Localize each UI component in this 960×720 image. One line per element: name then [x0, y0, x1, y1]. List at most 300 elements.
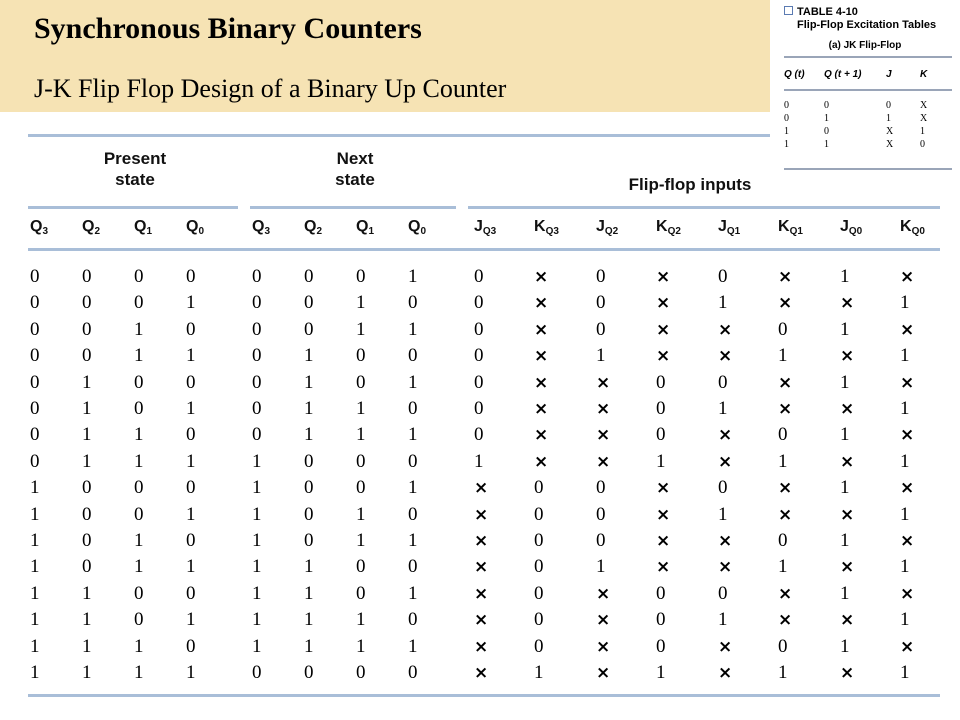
state-table: [0, 112, 960, 720]
column-header: [718, 218, 740, 237]
table-cell: 0: [82, 318, 92, 340]
column-header: [900, 218, 925, 237]
table-cell: 0: [356, 662, 366, 683]
table-cell: 1: [408, 371, 418, 393]
table-cell: 0: [474, 345, 484, 367]
inputs-group-rule: [468, 206, 940, 209]
table-cell: ×: [474, 583, 489, 604]
table-cell: 0: [186, 530, 196, 551]
table-cell: 0: [718, 266, 728, 287]
table-cell: 0: [82, 530, 92, 551]
table-cell: 0: [408, 503, 418, 525]
column-header: [186, 218, 204, 237]
slide-subtitle: J-K Flip Flop Design of a Binary Up Counter: [34, 74, 507, 103]
table-cell: 0: [82, 477, 92, 499]
table-cell: 0: [30, 398, 40, 419]
table-cell: 1: [134, 556, 144, 578]
table-cell: 0: [252, 318, 262, 340]
table-cell: 1: [474, 450, 484, 472]
table-row: [0, 609, 960, 635]
column-header-subscript: Q0: [911, 226, 925, 237]
table-cell: 0: [408, 398, 418, 419]
next-state-heading-line1: Next: [336, 149, 374, 168]
table-cell: 1: [82, 662, 92, 683]
column-header: [30, 218, 48, 237]
table-cell: 0: [134, 398, 144, 419]
table-cell: 1: [82, 450, 92, 472]
table-cell: ×: [718, 636, 733, 657]
table-cell: 0: [304, 292, 314, 314]
table-cell: 1: [534, 662, 544, 683]
table-cell: ×: [596, 663, 611, 683]
table-cell: 1: [408, 530, 418, 551]
table-cell: 0: [474, 318, 484, 340]
table-cell: 1: [304, 556, 314, 578]
excitation-cell: X: [920, 113, 928, 124]
bottom-rule: [28, 694, 940, 697]
column-header: [304, 218, 322, 237]
table-cell: 1: [186, 345, 196, 367]
table-cell: 1: [30, 635, 40, 657]
table-cell: 1: [82, 609, 92, 631]
table-cell: 1: [900, 556, 910, 578]
table-cell: 0: [656, 398, 666, 419]
table-cell: ×: [840, 610, 855, 631]
table-cell: 1: [356, 318, 366, 340]
table-cell: 0: [778, 318, 788, 340]
table-row: [0, 662, 960, 688]
table-cell: ×: [718, 346, 733, 367]
present-state-heading-line1: Present: [103, 149, 167, 168]
table-cell: 1: [82, 635, 92, 657]
table-cell: 0: [30, 266, 40, 287]
table-cell: ×: [718, 319, 733, 340]
table-cell: 0: [252, 345, 262, 367]
column-header-base: J: [474, 218, 483, 235]
table-cell: ×: [656, 267, 671, 287]
table-cell: ×: [474, 636, 489, 657]
table-cell: ×: [656, 319, 671, 340]
excitation-cell: 0: [920, 139, 925, 150]
slide-title: Synchronous Binary Counters: [34, 12, 422, 45]
table-cell: 1: [778, 662, 788, 683]
table-cell: 0: [778, 424, 788, 446]
table-cell: 0: [656, 635, 666, 657]
table-cell: 1: [304, 371, 314, 393]
table-cell: 1: [656, 450, 666, 472]
column-header: [474, 218, 496, 237]
table-cell: 0: [534, 556, 544, 578]
table-cell: ×: [534, 425, 549, 446]
table-cell: 1: [718, 503, 728, 525]
column-header-base: J: [840, 218, 849, 235]
table-cell: ×: [778, 399, 793, 419]
table-cell: ×: [656, 293, 671, 314]
table-cell: 0: [408, 662, 418, 683]
table-cell: 0: [356, 477, 366, 499]
column-header: [656, 218, 681, 237]
table-cell: ×: [778, 267, 793, 287]
excitation-cell: X: [886, 126, 894, 137]
table-cell: 1: [134, 530, 144, 551]
header-rule: [28, 248, 940, 251]
table-cell: ×: [840, 293, 855, 314]
table-marker-icon: [784, 6, 793, 15]
present-group-rule: [28, 206, 238, 209]
table-cell: 0: [656, 371, 666, 393]
table-cell: 0: [252, 371, 262, 393]
table-cell: 1: [186, 503, 196, 525]
table-cell: 0: [408, 292, 418, 314]
table-cell: ×: [534, 346, 549, 367]
table-cell: 0: [134, 266, 144, 287]
table-cell: ×: [900, 319, 915, 340]
table-cell: 0: [304, 266, 314, 287]
column-header-subscript: 1: [368, 226, 375, 237]
table-cell: 0: [534, 503, 544, 525]
table-cell: 1: [408, 424, 418, 446]
table-cell: 1: [134, 450, 144, 472]
table-row: [0, 477, 960, 503]
table-cell: 1: [304, 398, 314, 419]
table-cell: ×: [778, 583, 793, 604]
table-row: [0, 530, 960, 556]
table-cell: 1: [252, 582, 262, 604]
column-header: [840, 218, 862, 237]
table-cell: 0: [304, 530, 314, 551]
table-cell: 1: [596, 556, 606, 578]
table-cell: ×: [718, 451, 733, 472]
excitation-cell: 1: [784, 126, 789, 137]
table-cell: 1: [356, 292, 366, 314]
column-header-subscript: Q1: [726, 226, 741, 237]
table-cell: 1: [82, 371, 92, 393]
table-cell: 0: [534, 609, 544, 631]
column-header-subscript: Q2: [604, 226, 619, 237]
excitation-table-title: [784, 6, 936, 32]
table-cell: ×: [900, 267, 915, 287]
table-cell: 1: [596, 345, 606, 367]
table-cell: 1: [186, 398, 196, 419]
table-cell: 1: [30, 582, 40, 604]
table-cell: 1: [252, 635, 262, 657]
table-cell: ×: [596, 610, 611, 631]
table-row: [0, 583, 960, 609]
column-header: [408, 218, 426, 237]
table-cell: 1: [186, 556, 196, 578]
table-cell: 1: [840, 424, 850, 446]
excitation-cell: 1: [886, 113, 891, 124]
table-cell: 1: [356, 398, 366, 419]
table-cell: 0: [356, 345, 366, 367]
table-cell: ×: [840, 504, 855, 525]
column-header-base: K: [900, 218, 912, 235]
table-cell: 0: [82, 292, 92, 314]
table-cell: 0: [534, 477, 544, 499]
column-header-base: K: [534, 218, 546, 235]
table-cell: 0: [304, 503, 314, 525]
column-header: [778, 218, 803, 237]
table-cell: 0: [778, 530, 788, 551]
table-cell: ×: [656, 346, 671, 367]
next-state-heading: [280, 148, 430, 190]
table-cell: 1: [356, 635, 366, 657]
table-cell: 1: [356, 424, 366, 446]
table-cell: ×: [840, 399, 855, 419]
excitation-cell: 0: [824, 126, 829, 137]
flip-flop-inputs-heading: Flip-flop inputs: [628, 175, 752, 194]
column-header-base: K: [778, 218, 790, 235]
table-cell: ×: [656, 478, 671, 499]
table-cell: 1: [840, 318, 850, 340]
table-cell: 1: [840, 477, 850, 499]
table-cell: ×: [596, 372, 611, 393]
table-cell: ×: [718, 663, 733, 683]
table-cell: 0: [356, 582, 366, 604]
table-row: [0, 636, 960, 662]
table-cell: ×: [474, 663, 489, 683]
table-cell: 1: [408, 582, 418, 604]
table-row: [0, 504, 960, 530]
table-cell: ×: [534, 267, 549, 287]
excitation-cell: 1: [824, 139, 829, 150]
table-cell: 1: [134, 662, 144, 683]
table-cell: ×: [778, 372, 793, 393]
column-header-base: Q: [252, 218, 265, 235]
table-cell: 1: [304, 609, 314, 631]
column-header-base: Q: [186, 218, 199, 235]
table-cell: ×: [900, 583, 915, 604]
table-cell: 1: [186, 609, 196, 631]
table-cell: ×: [778, 504, 793, 525]
excitation-cell: 0: [824, 100, 829, 111]
excitation-row: [784, 99, 952, 112]
excitation-rule-mid: [784, 89, 952, 91]
table-cell: 0: [474, 398, 484, 419]
table-cell: 0: [30, 292, 40, 314]
excitation-cell: X: [920, 100, 928, 111]
table-row: [0, 345, 960, 371]
table-row: [0, 424, 960, 450]
table-cell: 0: [186, 477, 196, 499]
table-cell: 0: [134, 371, 144, 393]
table-cell: ×: [656, 531, 671, 551]
table-cell: 1: [408, 635, 418, 657]
table-cell: 0: [356, 266, 366, 287]
table-cell: 1: [30, 662, 40, 683]
table-cell: 0: [656, 609, 666, 631]
table-cell: ×: [840, 346, 855, 367]
column-header-base: J: [596, 218, 605, 235]
table-cell: ×: [656, 504, 671, 525]
table-cell: 0: [718, 582, 728, 604]
excitation-title-line2: Flip-Flop Excitation Tables: [797, 19, 937, 31]
table-cell: 1: [900, 609, 910, 631]
column-header-subscript: 3: [42, 226, 49, 237]
column-header-subscript: 2: [316, 226, 323, 237]
table-cell: 1: [900, 450, 910, 472]
table-row: [0, 266, 960, 292]
column-header-subscript: Q1: [789, 226, 803, 237]
table-cell: 1: [356, 530, 366, 551]
excitation-cell: 1: [920, 126, 925, 137]
column-header: [356, 218, 374, 237]
excitation-cell: 0: [784, 100, 789, 111]
table-cell: 0: [596, 530, 606, 551]
table-cell: ×: [534, 399, 549, 419]
column-header-subscript: Q2: [667, 226, 681, 237]
excitation-header-qt1: Q (t + 1): [824, 69, 862, 80]
table-row: [0, 556, 960, 582]
column-header-base: Q: [304, 218, 317, 235]
column-header-base: Q: [134, 218, 147, 235]
table-cell: 1: [186, 662, 196, 683]
excitation-row: [784, 138, 952, 151]
column-header-subscript: 1: [146, 226, 153, 237]
table-cell: 0: [252, 398, 262, 419]
table-cell: 0: [534, 582, 544, 604]
table-cell: 0: [356, 450, 366, 472]
table-cell: 1: [900, 662, 910, 683]
excitation-row: [784, 112, 952, 125]
table-cell: 0: [30, 450, 40, 472]
table-cell: 1: [304, 582, 314, 604]
table-cell: ×: [778, 610, 793, 631]
table-row: [0, 292, 960, 318]
table-cell: 1: [252, 477, 262, 499]
table-cell: ×: [474, 557, 489, 578]
table-cell: 0: [596, 503, 606, 525]
table-cell: 0: [186, 635, 196, 657]
table-cell: 0: [186, 266, 196, 287]
table-cell: 1: [186, 450, 196, 472]
table-cell: 0: [304, 477, 314, 499]
table-cell: 1: [840, 266, 850, 287]
excitation-cell: 1: [824, 113, 829, 124]
table-cell: ×: [534, 372, 549, 393]
table-cell: ×: [474, 531, 489, 551]
table-cell: ×: [474, 478, 489, 499]
table-cell: 1: [82, 424, 92, 446]
table-cell: 0: [718, 477, 728, 499]
table-cell: ×: [840, 557, 855, 578]
table-cell: 0: [134, 609, 144, 631]
table-cell: ×: [718, 531, 733, 551]
table-cell: 1: [252, 503, 262, 525]
column-header: [252, 218, 270, 237]
table-cell: 1: [718, 398, 728, 419]
column-header-subscript: Q0: [848, 226, 863, 237]
table-row: [0, 398, 960, 424]
table-cell: 1: [900, 398, 910, 419]
table-cell: ×: [596, 399, 611, 419]
table-cell: ×: [534, 451, 549, 472]
excitation-cell: X: [886, 139, 894, 150]
table-cell: 0: [30, 424, 40, 446]
table-cell: 0: [656, 582, 666, 604]
excitation-row: [784, 125, 952, 138]
table-cell: ×: [656, 557, 671, 578]
table-cell: ×: [900, 531, 915, 551]
table-cell: 0: [252, 292, 262, 314]
table-cell: 0: [408, 556, 418, 578]
table-cell: 1: [186, 292, 196, 314]
present-state-heading: [60, 148, 210, 190]
excitation-header-qt: Q (t): [784, 69, 805, 80]
table-cell: 1: [252, 450, 262, 472]
column-header-subscript: 2: [94, 226, 101, 237]
table-cell: 0: [474, 292, 484, 314]
table-cell: 0: [534, 635, 544, 657]
table-cell: ×: [840, 451, 855, 472]
column-header: [534, 218, 559, 237]
table-cell: 1: [840, 530, 850, 551]
table-cell: 1: [304, 424, 314, 446]
excitation-header-row: [784, 68, 952, 81]
table-cell: 0: [186, 582, 196, 604]
excitation-cell: 1: [784, 139, 789, 150]
table-cell: 1: [840, 371, 850, 393]
column-header-base: J: [718, 218, 727, 235]
table-cell: 1: [30, 503, 40, 525]
table-cell: 1: [304, 635, 314, 657]
table-cell: 1: [30, 530, 40, 551]
table-cell: ×: [900, 425, 915, 446]
table-cell: ×: [596, 451, 611, 472]
table-cell: ×: [900, 372, 915, 393]
table-cell: ×: [900, 636, 915, 657]
table-cell: 1: [408, 266, 418, 287]
table-cell: 1: [900, 503, 910, 525]
table-cell: 1: [656, 662, 666, 683]
table-cell: ×: [474, 504, 489, 525]
table-cell: 0: [252, 662, 262, 683]
table-cell: 1: [82, 582, 92, 604]
table-cell: 1: [356, 609, 366, 631]
table-cell: 1: [304, 345, 314, 367]
table-cell: 1: [134, 635, 144, 657]
table-cell: 0: [134, 292, 144, 314]
next-group-rule: [250, 206, 456, 209]
excitation-body: [784, 99, 952, 151]
column-header-subscript: Q3: [545, 226, 559, 237]
column-header-base: Q: [30, 218, 43, 235]
table-cell: 1: [134, 345, 144, 367]
table-cell: ×: [596, 583, 611, 604]
table-row: [0, 319, 960, 345]
table-cell: 0: [356, 371, 366, 393]
table-cell: ×: [718, 557, 733, 578]
table-cell: 0: [30, 318, 40, 340]
table-cell: 0: [252, 266, 262, 287]
table-cell: 1: [840, 635, 850, 657]
table-cell: 1: [778, 556, 788, 578]
table-cell: 0: [474, 266, 484, 287]
table-cell: 0: [186, 424, 196, 446]
table-cell: 0: [186, 318, 196, 340]
excitation-rule-bottom: [784, 168, 952, 170]
table-cell: ×: [840, 663, 855, 683]
column-header-subscript: Q3: [482, 226, 497, 237]
table-cell: 1: [778, 345, 788, 367]
table-cell: 1: [778, 450, 788, 472]
table-cell: 0: [30, 371, 40, 393]
column-header: [596, 218, 618, 237]
column-header: [82, 218, 100, 237]
table-cell: ×: [474, 610, 489, 631]
column-header-subscript: 3: [264, 226, 271, 237]
column-header-base: Q: [408, 218, 421, 235]
